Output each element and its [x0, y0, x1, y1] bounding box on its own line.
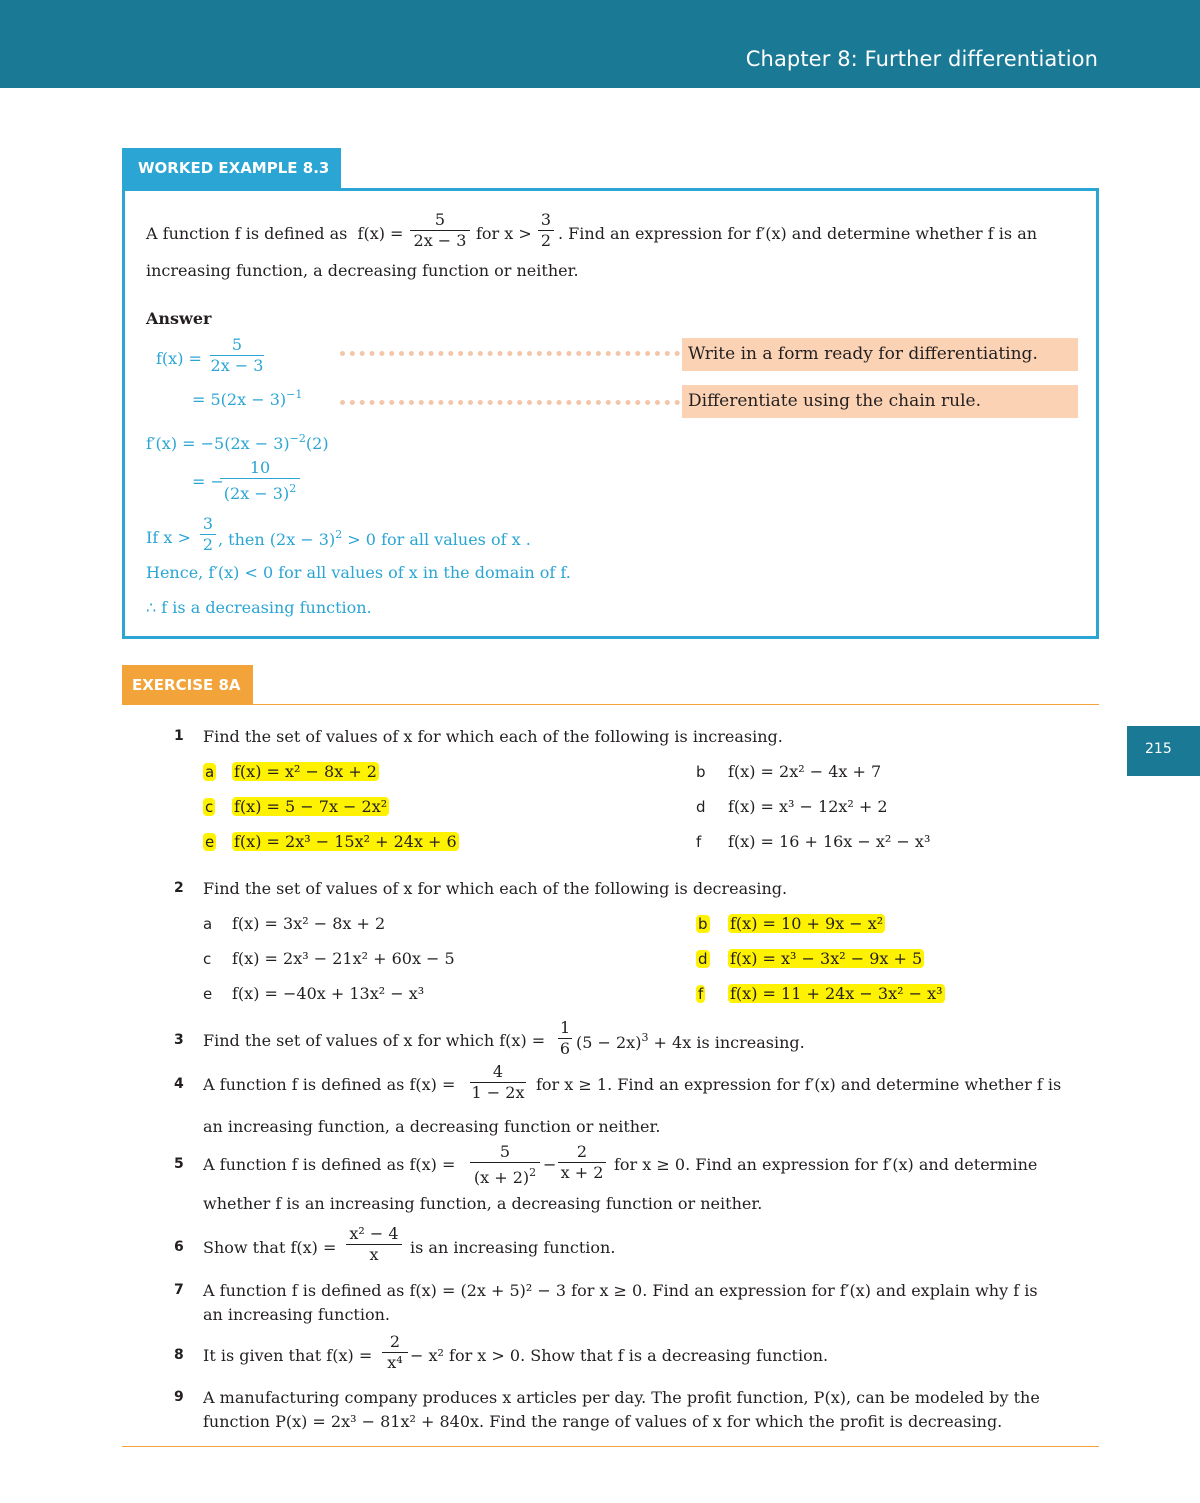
q5-line2: whether f is an increasing function, a decreasing function or neither.	[203, 1194, 763, 1213]
part-expression: f(x) = 16 + 16x − x² − x³	[728, 832, 931, 851]
we-question-fraction: $\frac{5}{2x - 3}$	[410, 210, 470, 251]
q4-number: 4	[174, 1076, 184, 1092]
we-condition-fraction: $\frac{3}{2}$	[538, 210, 554, 251]
part-letter: c	[205, 798, 214, 816]
conclusion-1b: , then $(2x - 3)^2 > 0$ for all values of x .	[218, 528, 531, 549]
we-question-rest: . Find an expression for f′(x) and determine whether f is an	[558, 224, 1038, 243]
q6-number: 6	[174, 1239, 184, 1255]
q9-line2: function P(x) = 2x³ − 81x² + 840x. Find the range of values of x for which the profit is decreasing.	[203, 1412, 1003, 1431]
we-question-line2: increasing function, a decreasing function or neither.	[146, 261, 579, 280]
part-letter: a	[205, 763, 215, 781]
part-expression: f(x) = 3x² − 8x + 2	[232, 914, 386, 933]
q4-line2: an increasing function, a decreasing function or neither.	[203, 1117, 661, 1136]
q6-fraction: $\frac{\text{x² − 4}}{x}$	[346, 1224, 402, 1265]
part-expression: f(x) = x² − 8x + 2	[234, 762, 377, 781]
note1-leader	[340, 351, 680, 356]
q1-number: 1	[174, 728, 184, 744]
part-letter: b	[696, 763, 706, 781]
part-expression: f(x) = x³ − 12x² + 2	[728, 797, 888, 816]
q7-line2: an increasing function.	[203, 1305, 390, 1324]
step2: = $5(2x - 3)^{-1}$	[192, 388, 303, 409]
q3-number: 3	[174, 1032, 184, 1048]
part-expression: f(x) = 5 − 7x − 2x²	[234, 797, 388, 816]
q9-line1: A manufacturing company produces x articles per day. The profit function, P(x), can be modeled by the	[203, 1388, 1040, 1407]
conclusion-1a: If x >	[146, 528, 191, 547]
step3: $f'(x) = -5(2x - 3)^{-2}(2)$	[146, 432, 329, 453]
exercise-bottom-rule	[122, 1446, 1099, 1447]
q1-text: Find the set of values of x for which each of the following is increasing.	[203, 727, 783, 746]
part-expression: f(x) = 11 + 24x − 3x² − x³	[730, 984, 943, 1003]
step4-fraction: $\frac{10}{(2x - 3)^2}$	[220, 458, 300, 504]
part-expression: f(x) = −40x + 13x² − x³	[232, 984, 425, 1003]
q4-fraction: $\frac{4}{1 - 2x}$	[471, 1062, 525, 1102]
part-expression: f(x) = 10 + 9x − x²	[730, 914, 884, 933]
q8-number: 8	[174, 1347, 184, 1363]
part-letter: e	[203, 985, 213, 1003]
q3-text-a: Find the set of values of x for which f(x) =	[203, 1031, 546, 1050]
q8-text-b: − x² for x > 0. Show that f is a decreasing function.	[410, 1346, 829, 1365]
part-letter: c	[203, 950, 212, 968]
part-letter: f	[696, 833, 702, 851]
page-number: 215	[1145, 741, 1172, 757]
q3-text-b: $(5 - 2x)^3 + 4x$ is increasing.	[576, 1031, 805, 1052]
q5-minus: −	[543, 1155, 557, 1174]
q6-text-a: Show that f(x) =	[203, 1238, 337, 1257]
part-expression: f(x) = 2x² − 4x + 7	[728, 762, 882, 781]
part-letter: f	[698, 985, 704, 1003]
header-band	[0, 0, 1200, 88]
q7-number: 7	[174, 1282, 184, 1298]
note2-leader	[340, 400, 680, 405]
part-letter: b	[698, 915, 708, 933]
q2-text: Find the set of values of x for which each of the following is decreasing.	[203, 879, 788, 898]
part-expression: f(x) = 2x³ − 21x² + 60x − 5	[232, 949, 455, 968]
q5-text-b: for x ≥ 0. Find an expression for f′(x) and determine	[614, 1155, 1038, 1174]
q9-number: 9	[174, 1389, 184, 1405]
q5-fraction-1: $\frac{5}{(x + 2)^2}$	[470, 1142, 540, 1188]
we-question-prefix: A function f is defined as f(x) =	[146, 224, 404, 243]
q6-text-b: is an increasing function.	[410, 1238, 616, 1257]
step1-fraction: $\frac{5}{2x - 3}$	[210, 335, 264, 375]
step1-lhs: f(x) =	[156, 349, 202, 368]
conclusion-1-fraction: $\frac{3}{2}$	[200, 514, 216, 555]
q8-fraction: $\frac{2}{\text{x⁴}}$	[382, 1332, 408, 1373]
answer-heading: Answer	[146, 309, 212, 328]
exercise-label: EXERCISE 8A	[122, 665, 253, 705]
note-box-2: Differentiate using the chain rule.	[682, 385, 1078, 418]
part-expression: f(x) = 2x³ − 15x² + 24x + 6	[234, 832, 457, 851]
q3-fraction: $\frac{1}{6}$	[559, 1018, 571, 1058]
worked-example-label: WORKED EXAMPLE 8.3	[122, 148, 341, 189]
q5-number: 5	[174, 1156, 184, 1172]
part-letter: d	[698, 950, 708, 968]
chapter-title: Chapter 8: Further differentiation	[745, 47, 1098, 71]
page-number-tab	[1127, 726, 1200, 776]
q4-text-b: for x ≥ 1. Find an expression for f′(x) and determine whether f is	[536, 1075, 1062, 1094]
q4-text-a: A function f is defined as f(x) =	[203, 1075, 456, 1094]
note-box-1: Write in a form ready for differentiating.	[682, 338, 1078, 371]
part-expression: f(x) = x³ − 3x² − 9x + 5	[730, 949, 923, 968]
q7-line1: A function f is defined as f(x) = (2x + 5)² − 3 for x ≥ 0. Find an expression for f′(x) and explain why f is	[203, 1281, 1038, 1300]
q5-fraction-2: $\frac{2}{x + 2}$	[558, 1142, 606, 1183]
part-letter: e	[205, 833, 215, 851]
q2-number: 2	[174, 880, 184, 896]
conclusion-2: Hence, f′(x) < 0 for all values of x in the domain of f.	[146, 563, 571, 582]
exercise-top-rule	[122, 704, 1099, 705]
we-question-condition: for x >	[476, 224, 532, 243]
q8-text-a: It is given that f(x) =	[203, 1346, 373, 1365]
q5-text-a: A function f is defined as f(x) =	[203, 1155, 456, 1174]
conclusion-3: ∴ f is a decreasing function.	[146, 598, 372, 617]
part-letter: a	[203, 915, 213, 933]
step4-lhs: = −	[192, 472, 224, 491]
part-letter: d	[696, 798, 706, 816]
